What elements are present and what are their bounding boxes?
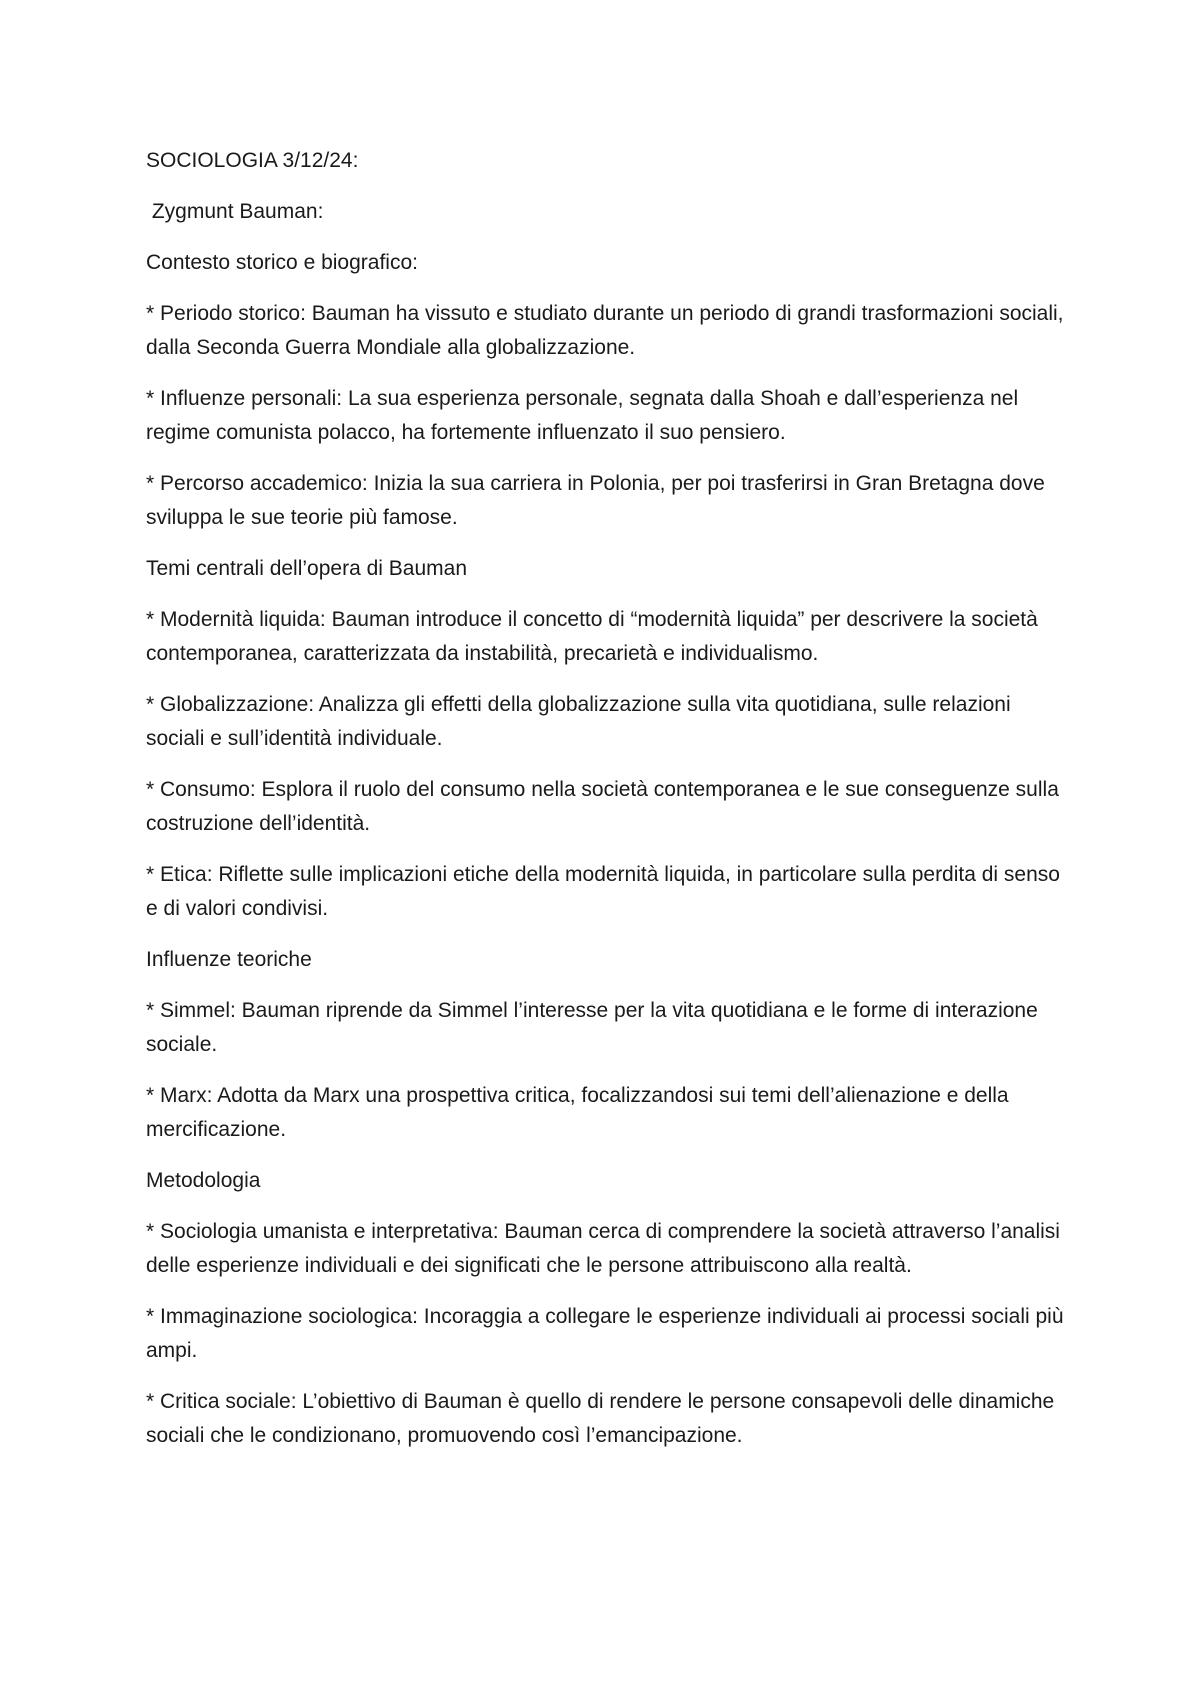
bullet-simmel: * Simmel: Bauman riprende da Simmel l’interesse per la vita quotidiana e le forme di interazione sociale. [146, 999, 1038, 1056]
bullet-periodo-storico: * Periodo storico: Bauman ha vissuto e studiato durante un periodo di grandi trasformazioni sociali, dalla Seconda Guerra Mondiale alla globalizzazione. [146, 302, 1064, 359]
bullet-critica-sociale: * Critica sociale: L’obiettivo di Bauman è quello di rendere le persone consapevoli delle dinamiche sociali che le condizionano, promuovendo così l’emancipazione. [146, 1390, 1055, 1447]
section-heading-metodologia: Metodologia [146, 1169, 261, 1192]
section-heading-influenze-teoriche: Influenze teoriche [146, 948, 312, 971]
bullet-globalizzazione: * Globalizzazione: Analizza gli effetti della globalizzazione sulla vita quotidiana, sulle relazioni sociali e sull’identità individuale. [146, 693, 1011, 750]
bullet-modernita-liquida: * Modernità liquida: Bauman introduce il concetto di “modernità liquida” per descrivere la società contemporanea, caratterizzata da instabilità, precarietà e individualismo. [146, 608, 1038, 665]
bullet-consumo: * Consumo: Esplora il ruolo del consumo nella società contemporanea e le sue conseguenze sulla costruzione dell’identità. [146, 778, 1059, 835]
bullet-marx: * Marx: Adotta da Marx una prospettiva critica, focalizzandosi sui temi dell’alienazione e della mercificazione. [146, 1084, 1009, 1141]
bullet-etica: * Etica: Riflette sulle implicazioni etiche della modernità liquida, in particolare sulla perdita di senso e di valori condivisi. [146, 863, 1060, 920]
author-heading: Zygmunt Bauman: [146, 200, 324, 223]
section-heading-temi-centrali: Temi centrali dell’opera di Bauman [146, 557, 467, 580]
bullet-sociologia-umanista: * Sociologia umanista e interpretativa: Bauman cerca di comprendere la società attraverso l’analisi delle esperienze individuali e dei significati che le persone attribuiscono alla realtà. [146, 1220, 1060, 1277]
bullet-immaginazione-sociologica: * Immaginazione sociologica: Incoraggia a collegare le esperienze individuali ai processi sociali più ampi. [146, 1305, 1064, 1362]
section-heading-contesto: Contesto storico e biografico: [146, 251, 418, 274]
document-page [146, 144, 1066, 1470]
bullet-influenze-personali: * Influenze personali: La sua esperienza personale, segnata dalla Shoah e dall’esperienza nel regime comunista polacco, ha fortemente influenzato il suo pensiero. [146, 387, 1019, 444]
bullet-percorso-accademico: * Percorso accademico: Inizia la sua carriera in Polonia, per poi trasferirsi in Gran Bretagna dove sviluppa le sue teorie più famose. [146, 472, 1045, 529]
document-title: SOCIOLOGIA 3/12/24: [146, 149, 359, 172]
